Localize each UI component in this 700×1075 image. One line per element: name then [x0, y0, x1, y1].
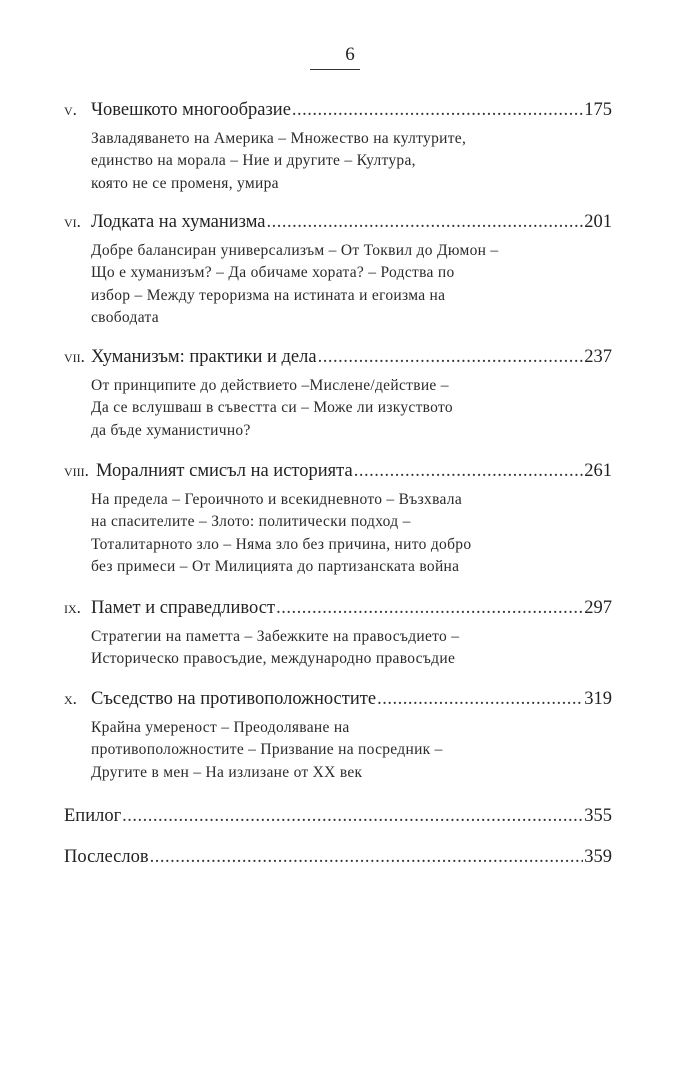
description-line: Стратегии на паметта – Забежките на правосъдието –: [91, 628, 460, 645]
toc-entry-heading: [64, 688, 612, 710]
toc-entry-heading: [64, 211, 612, 233]
page-number-rule: [310, 69, 360, 70]
toc-entry-epilogue[interactable]: [64, 805, 612, 827]
epilogue-page: 355: [584, 806, 612, 826]
chapter-page: 175: [584, 100, 612, 120]
chapter-description: [91, 717, 612, 784]
description-line: Крайна умереност – Преодоляване на: [91, 719, 350, 736]
page-number: 6: [345, 44, 355, 65]
chapter-page: 261: [584, 461, 612, 481]
toc-entry-heading: [64, 805, 612, 827]
description-line: единство на морала – Ние и другите – Култура,: [91, 152, 416, 170]
toc-entry-chapter-9[interactable]: [64, 597, 612, 671]
description-line: Да се вслушваш в съвестта си – Може ли изкуството: [91, 399, 453, 417]
toc-entry-heading: [64, 346, 612, 368]
chapter-number: viii.: [64, 461, 89, 480]
description-line: да бъде хуманистично?: [91, 421, 251, 439]
afterword-page: 359: [584, 847, 612, 867]
dot-leader: [276, 597, 583, 619]
description-line: която не се променя, умира: [91, 174, 279, 192]
description-line: противоположностите – Призвание на посредник –: [91, 741, 443, 759]
chapter-description: [91, 375, 612, 442]
afterword-title: Послеслов: [64, 847, 149, 867]
chapter-description: [91, 626, 612, 671]
toc-entry-heading: [64, 99, 612, 121]
chapter-page: 319: [584, 689, 612, 709]
dot-leader: [150, 846, 584, 868]
chapter-number: ix.: [64, 598, 81, 617]
chapter-title: Съседство на противоположностите: [91, 689, 377, 709]
chapter-description: [91, 128, 612, 195]
dot-leader: [377, 688, 583, 710]
toc-entry-chapter-10[interactable]: [64, 688, 612, 784]
chapter-title: Човешкото многообразие: [91, 100, 291, 120]
dot-leader: [267, 211, 584, 233]
chapter-number: vi.: [64, 212, 81, 231]
toc-entry-afterword[interactable]: [64, 846, 612, 868]
chapter-description: [91, 240, 612, 330]
chapter-title: Моралният смисъл на историята: [96, 461, 353, 481]
description-line: Завладяването на Америка – Множество на културите,: [91, 130, 467, 147]
toc-entry-chapter-6[interactable]: [64, 211, 612, 330]
toc-entry-heading: [64, 597, 612, 619]
description-line: на спасителите – Злото: политически подход –: [91, 513, 411, 531]
toc-entry-chapter-7[interactable]: [64, 346, 612, 442]
dot-leader: [292, 99, 583, 121]
description-line: Другите в мен – На излизане от XX век: [91, 763, 363, 781]
chapter-title: Лодката на хуманизма: [91, 212, 266, 232]
description-line: без примеси – От Милицията до партизанската война: [91, 558, 460, 576]
chapter-page: 201: [584, 212, 612, 232]
description-line: Тоталитарното зло – Няма зло без причина, нито добро: [91, 535, 472, 553]
chapter-number: vii.: [64, 347, 85, 366]
dot-leader: [354, 460, 584, 482]
toc-entry-chapter-5[interactable]: [64, 99, 612, 195]
chapter-page: 297: [584, 598, 612, 618]
toc-entry-chapter-8[interactable]: [64, 460, 612, 579]
description-line: Добре балансиран универсализъм – От Токвил до Дюмон –: [91, 242, 499, 259]
epilogue-title: Епилог: [64, 806, 122, 826]
description-line: свободата: [91, 309, 159, 327]
description-line: От принципите до действието –Мислене/действие –: [91, 377, 449, 394]
toc-entry-heading: [64, 846, 612, 868]
dot-leader: [318, 346, 584, 368]
toc-entry-heading: [64, 460, 612, 482]
dot-leader: [122, 805, 583, 827]
chapter-title: Хуманизъм: практики и дела: [91, 347, 317, 367]
description-line: Що е хуманизъм? – Да обичаме хората? – Родства по: [91, 264, 455, 282]
chapter-number: x.: [64, 689, 77, 708]
chapter-number: v.: [64, 100, 77, 119]
chapter-page: 237: [584, 347, 612, 367]
chapter-description: [91, 489, 612, 579]
description-line: избор – Между тероризма на истината и егоизма на: [91, 286, 446, 304]
description-line: Историческо правосъдие, международно правосъдие: [91, 650, 456, 668]
description-line: На предела – Героичното и всекидневното – Възхвала: [91, 491, 463, 508]
chapter-title: Памет и справедливост: [91, 598, 276, 618]
